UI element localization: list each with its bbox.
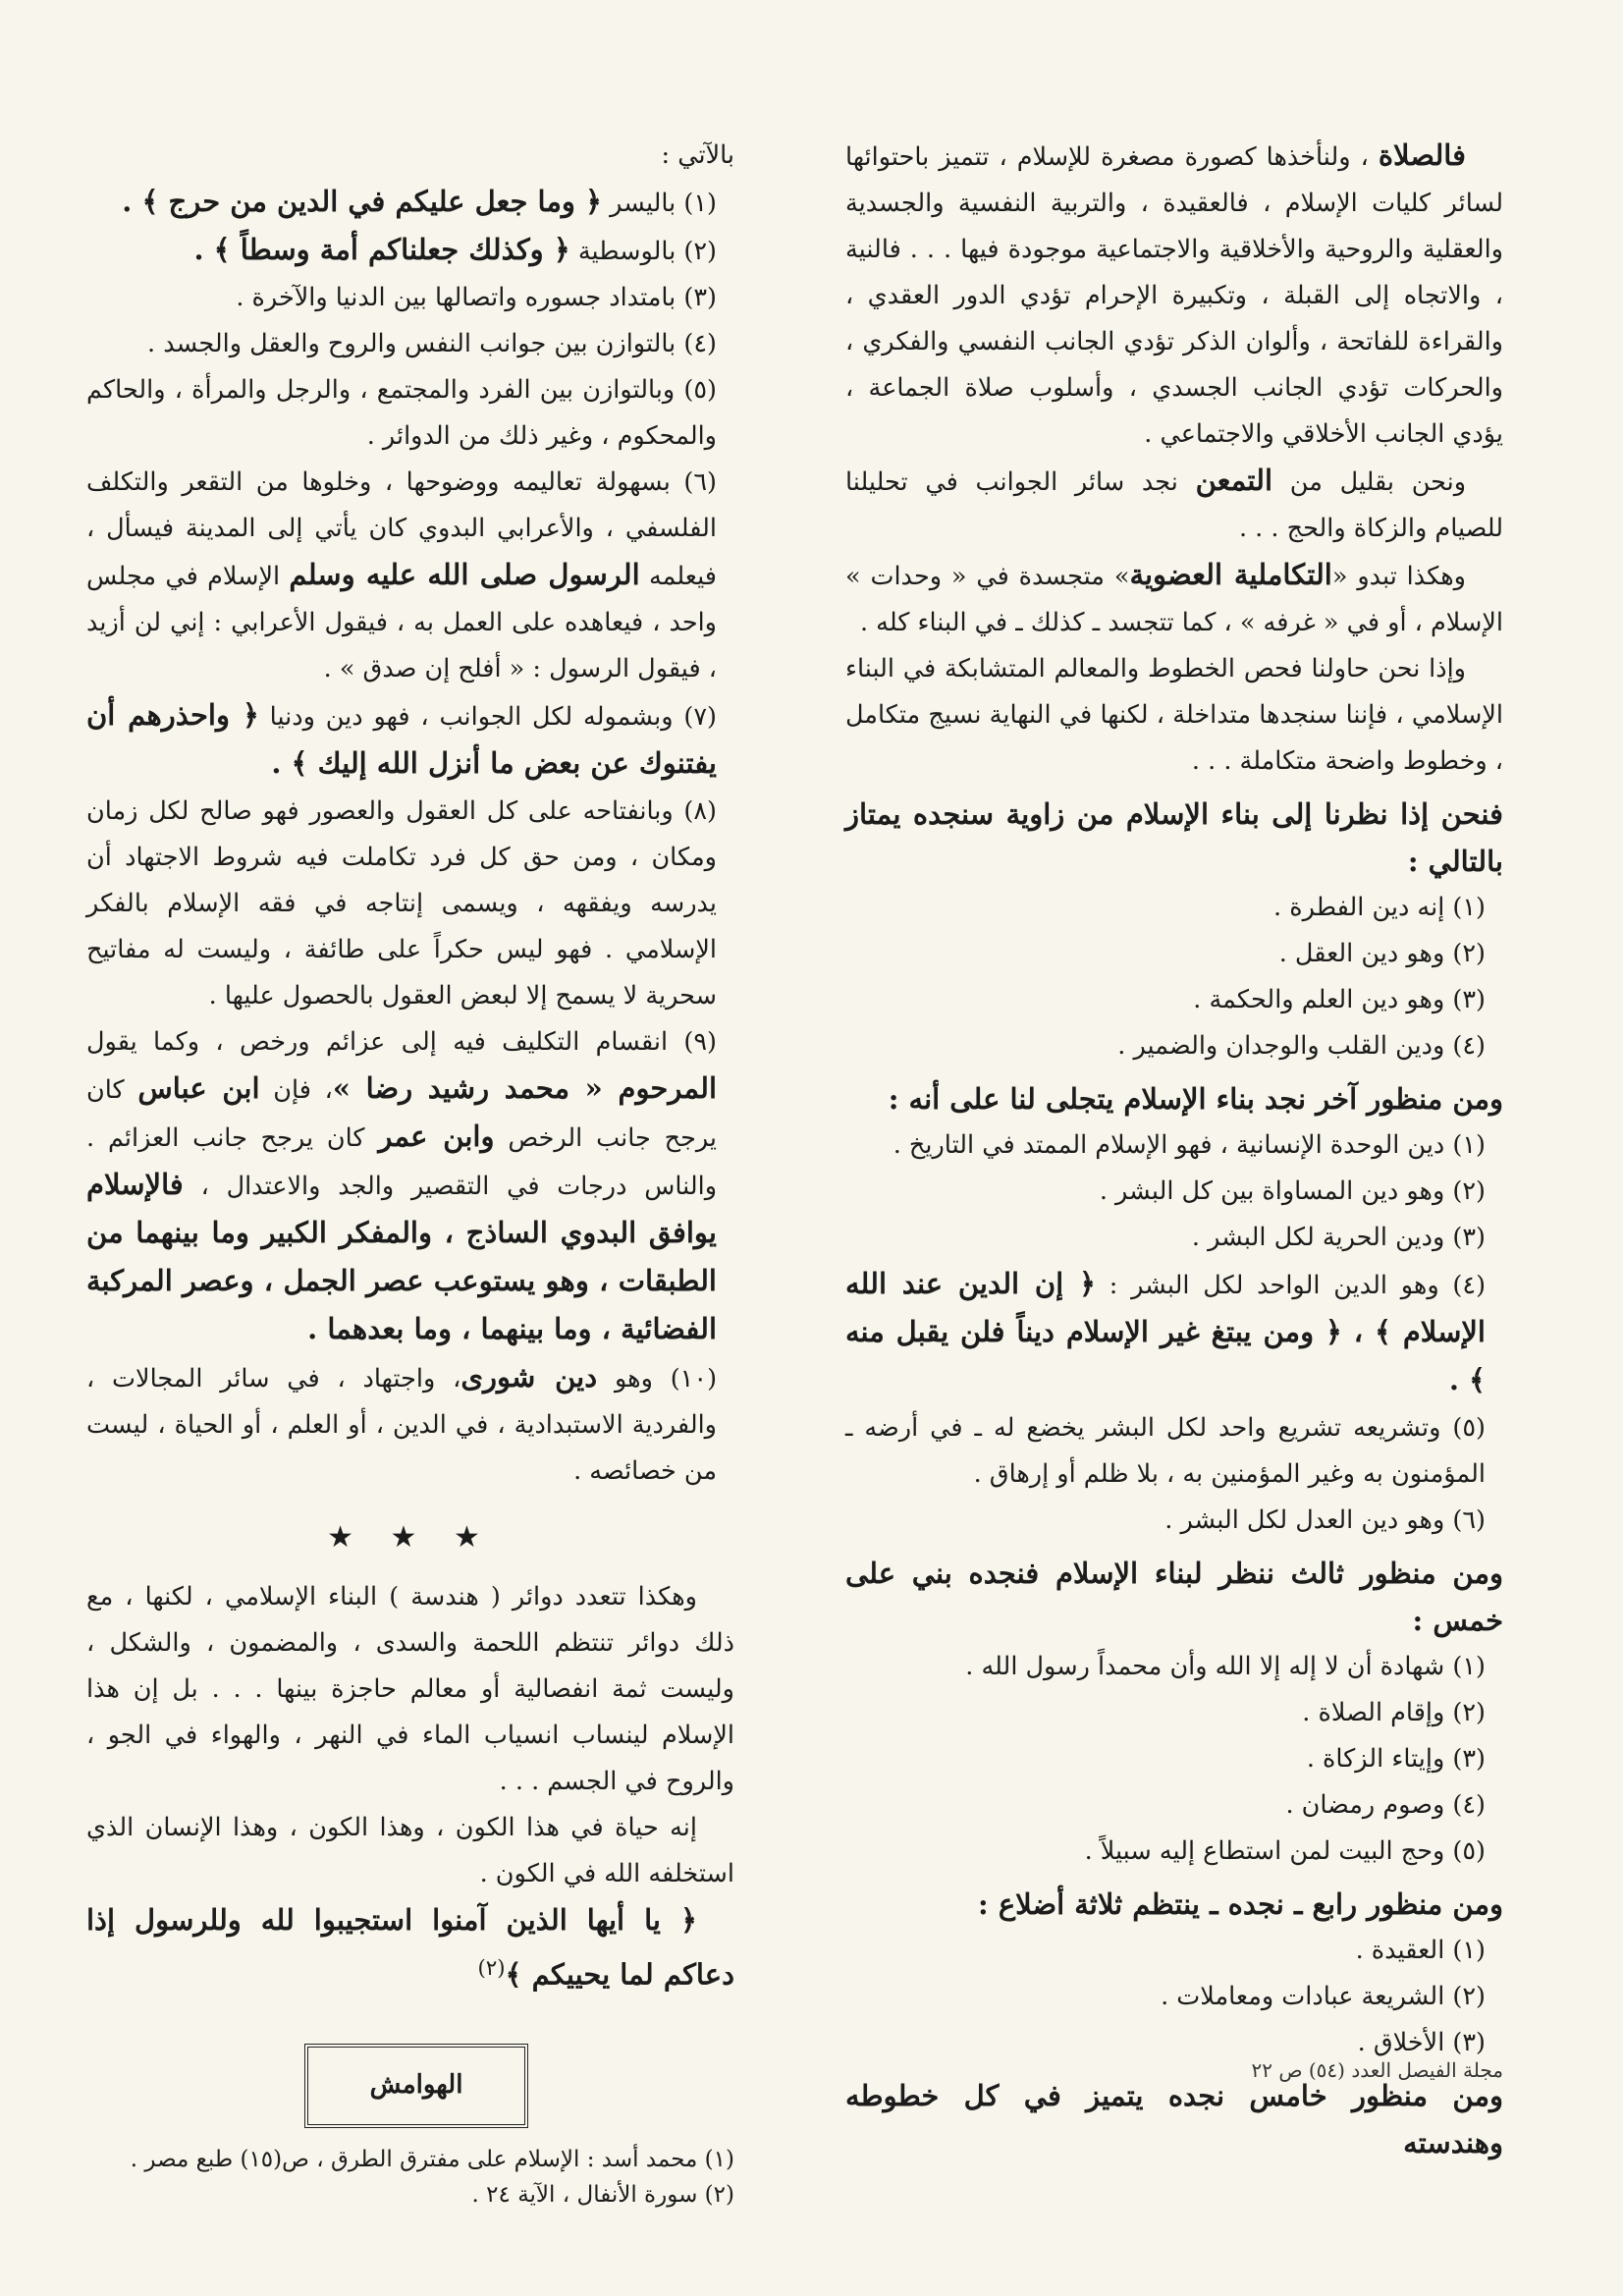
paragraph-text: نجد سائر الجوانب في تحليلنا للصيام والزكاة والحج . . . [845, 467, 1503, 543]
list-item: (٥) وحج البيت لمن استطاع إليه سبيلاً . [1084, 1836, 1486, 1866]
bold-term: فالصلاة [1378, 138, 1466, 172]
quran-verse: ﴿ إن الدين عند الله الإسلام ﴾ ، ﴿ ومن يبتغ غير الإسلام ديناً فلن يقبل منه ﴾ . [845, 1267, 1486, 1396]
paragraph-takamuliya [845, 552, 1503, 646]
list-item-text: كان يرجح جانب الرخص [86, 1075, 718, 1153]
paragraph-salat [845, 133, 1503, 458]
list-item: (٥) وبالتوازن بين الفرد والمجتمع ، والرجل والمرأة ، والحاكم والمحكوم ، وغير ذلك من الدوائر . [86, 375, 717, 451]
list-item [86, 1354, 734, 1495]
quran-verse: ﴿ وكذلك جعلناكم أمة وسطاً ﴾ . [193, 233, 570, 266]
list-item-text: (٢) بالوسطية [577, 237, 717, 266]
section-heading: ومن منظور خامس نجده يتميز في كل خطوطه وهندسته [845, 2079, 1503, 2159]
list-item: (٣) الأخلاق . [1357, 2028, 1486, 2057]
quran-verse: ﴿ وما جعل عليكم في الدين من حرج ﴾ . [122, 185, 603, 218]
footnotes-heading: الهوامش [369, 2070, 463, 2100]
paragraph-text: » متجسدة في « وحدات » الإسلام ، أو في « غرفه » ، كما تتجسد ـ كذلك ـ في البناء كله . [845, 562, 1503, 637]
paragraph-hayat: إنه حياة في هذا الكون ، وهذا الكون ، وهذا الإنسان الذي استخلفه الله في الكون . [86, 1813, 734, 1888]
list-item-text: الإسلام في مجلس واحد ، فيعاهده على العمل به ، فيقول الأعرابي : إني لن أزيد ، فيقول الرسول : « أفلح إن صدق » . [86, 562, 717, 683]
list-item: (١) دين الوحدة الإنسانية ، فهو الإسلام الممتد في التاريخ . [893, 1130, 1486, 1160]
left-column [86, 133, 734, 2213]
bold-statement: فالإسلام يوافق البدوي الساذج ، والمفكر الكبير وما بينهما من الطبقات ، وهو يستوعب عصر الجمل ، وعصر المركبة الفضائية ، وما بينهما ، وما بعدهما . [86, 1168, 717, 1345]
section-divider-stars: ★ ★ ★ [327, 1520, 494, 1555]
paragraph-khutut: وإذا نحن حاولنا فحص الخطوط والمعالم المتشابكة في البناء الإسلامي ، فإننا سنجدها متداخلة ، لكنها في النهاية نسيج متكامل ، وخطوط واضحة متكاملة . . . [845, 654, 1503, 776]
list-item-text: (٧) وبشموله لكل الجوانب ، فهو دين ودنيا [269, 702, 717, 732]
bold-term: التمعن [1195, 464, 1273, 497]
list-item: (٢) الشريعة عبادات ومعاملات . [1161, 1982, 1486, 2011]
footnote: (٢) سورة الأنفال ، الآية ٢٤ . [471, 2181, 734, 2208]
list-item: (٥) وتشريعه تشريع واحد لكل البشر يخضع له ـ في أرضه ـ المؤمنون به وغير المؤمنين به ، بلا ظلم أو إرهاق . [845, 1413, 1486, 1489]
list-item-text: (١٠) وهو [614, 1364, 718, 1394]
page-footer: مجلة الفيصل العدد (٥٤) ص ٢٢ [1251, 2058, 1503, 2082]
bold-term: دين شورى [460, 1360, 598, 1394]
list-item: (٤) ودين القلب والوجدان والضمير . [1117, 1031, 1486, 1061]
footnote: (١) محمد أسد : الإسلام على مفترق الطرق ، ص(١٥) طبع مصر . [130, 2146, 734, 2172]
bold-term: الرسول صلى الله عليه وسلم [289, 558, 640, 591]
footnotes [86, 2142, 734, 2213]
paragraph-text: وهكذا تبدو « [1331, 562, 1466, 591]
list-item-text: ، فإن [273, 1075, 333, 1105]
paragraph-tamaun [845, 458, 1503, 552]
paragraph-text: ، ولنأخذها كصورة مصغرة للإسلام ، تتميز باحتوائها لسائر كليات الإسلام ، فالعقيدة ، والتربية النفسية والجسدية والعقلية والروحية والأخلاقية والاجتماعية موجودة فيها . . . فالنية ، والاتجاه إلى القبلة ، وتكبيرة الإحرام تؤدي الدور العقدي ، والقراءة للفاتحة ، وألوان الذكر تؤدي الجانب النفسي والفكري ، والحركات تؤدي الجانب الجسدي ، وأسلوب صلاة الجماعة ، يؤدي الجانب الأخلاقي والاجتماعي . [845, 142, 1503, 449]
bold-term: التكاملية العضوية [1129, 558, 1332, 591]
closing-verse [86, 1897, 734, 2000]
list-item [86, 1019, 734, 1354]
section-heading: ومن منظور آخر نجد بناء الإسلام يتجلى لنا على أنه : [888, 1082, 1503, 1116]
list-item: (٣) ودين الحرية لكل البشر . [1191, 1223, 1486, 1252]
list-item: (٢) وهو دين المساواة بين كل البشر . [1099, 1176, 1486, 1206]
list-item: (١) إنه دين الفطرة . [1273, 893, 1486, 922]
list-item [86, 227, 734, 275]
list-item-text: كان يرجح جانب العزائم . والناس درجات في التقصير والجد والاعتدال ، [86, 1123, 718, 1201]
list-item [86, 692, 734, 789]
continuation-text: بالآتي : [661, 140, 734, 170]
section-heading: ومن منظور رابع ـ نجده ـ ينتظم ثلاثة أضلاع : [978, 1887, 1503, 1921]
list-item: (١) العقيدة . [1355, 1936, 1486, 1965]
list-item: (٣) وإيتاء الزكاة . [1306, 1744, 1486, 1774]
quran-verse: ﴿ واحذرهم أن يفتنوك عن بعض ما أنزل الله إليك ﴾ . [86, 698, 717, 780]
list-item-text: ، واجتهاد ، في سائر المجالات ، والفردية الاستبدادية ، في الدين ، أو العلم ، أو الحياة ، ليست من خصائصه . [86, 1364, 717, 1486]
bold-term: وابن عمر [378, 1120, 495, 1153]
list-item-text: (٤) وهو الدين الواحد لكل البشر : [1109, 1271, 1487, 1300]
right-column [845, 133, 1503, 2166]
section-heading: فنحن إذا نظرنا إلى بناء الإسلام من زاوية سنجده يمتاز بالتالي : [845, 797, 1503, 878]
list-item: (١) شهادة أن لا إله إلا الله وأن محمداً رسول الله . [965, 1652, 1486, 1681]
footnote-ref: (٢) [477, 1956, 506, 1981]
list-item: (٣) بامتداد جسوره واتصالها بين الدنيا والآخرة . [236, 283, 717, 312]
list-item: (٨) وبانفتاحه على كل العقول والعصور فهو صالح لكل زمان ومكان ، ومن حق كل فرد تكاملت فيه شروط الاجتهاد أن يدرسه ويفقهه ، ويسمى إنتاجه في فقه الإسلام بالفكر الإسلامي . فهو ليس حكراً على طائفة ، وليست له مفاتيح سحرية لا يسمح إلا لبعض العقول بالحصول عليها . [86, 796, 717, 1011]
list-item: (٢) وإقام الصلاة . [1302, 1698, 1486, 1727]
bold-term: المرحوم « محمد رشيد رضا » [332, 1071, 718, 1105]
list-item: (٤) بالتوازن بين جوانب النفس والروح والعقل والجسد . [147, 329, 717, 358]
list-item [86, 460, 734, 692]
paragraph-text: ونحن بقليل من [1289, 467, 1467, 497]
list-item-text: (٦) بسهولة تعاليمه ووضوحها ، وخلوها من التقعر والتكلف الفلسفي ، والأعرابي البدوي كان يأتي إلى المدينة فيسأل ، فيعلمه [86, 467, 717, 591]
list-item: (٦) وهو دين العدل لكل البشر . [1164, 1505, 1486, 1535]
list-item: (٤) وصوم رمضان . [1285, 1790, 1486, 1820]
list-item: (٢) وهو دين العقل . [1278, 939, 1486, 968]
section-heading: ومن منظور ثالث ننظر لبناء الإسلام فنجده بني على خمس : [845, 1557, 1503, 1637]
bold-term: ابن عباس [137, 1071, 260, 1105]
list-item [845, 1261, 1503, 1405]
list-item [86, 179, 734, 227]
footnotes-heading-box [304, 2044, 528, 2128]
list-item-text: (١) باليسر [610, 189, 717, 218]
paragraph-dawair: وهكذا تتعدد دوائر ( هندسة ) البناء الإسلامي ، لكنها ، مع ذلك دوائر تنتظم اللحمة والسدى ، والمضمون ، والشكل ، وليست ثمة انفصالية أو معالم حاجزة بينها . . . بل إن هذا الإسلام لينساب انسياب الماء في النهر ، والهواء في الجو ، والروح في الجسم . . . [86, 1582, 734, 1796]
list-item: (٣) وهو دين العلم والحكمة . [1193, 985, 1486, 1014]
quran-verse: ﴿ يا أيها الذين آمنوا استجيبوا لله وللرسول إذا دعاكم لما يحييكم ﴾ [86, 1903, 734, 1992]
list-item-text: (٩) انقسام التكليف فيه إلى عزائم ورخص ، وكما يقول [86, 1027, 717, 1057]
